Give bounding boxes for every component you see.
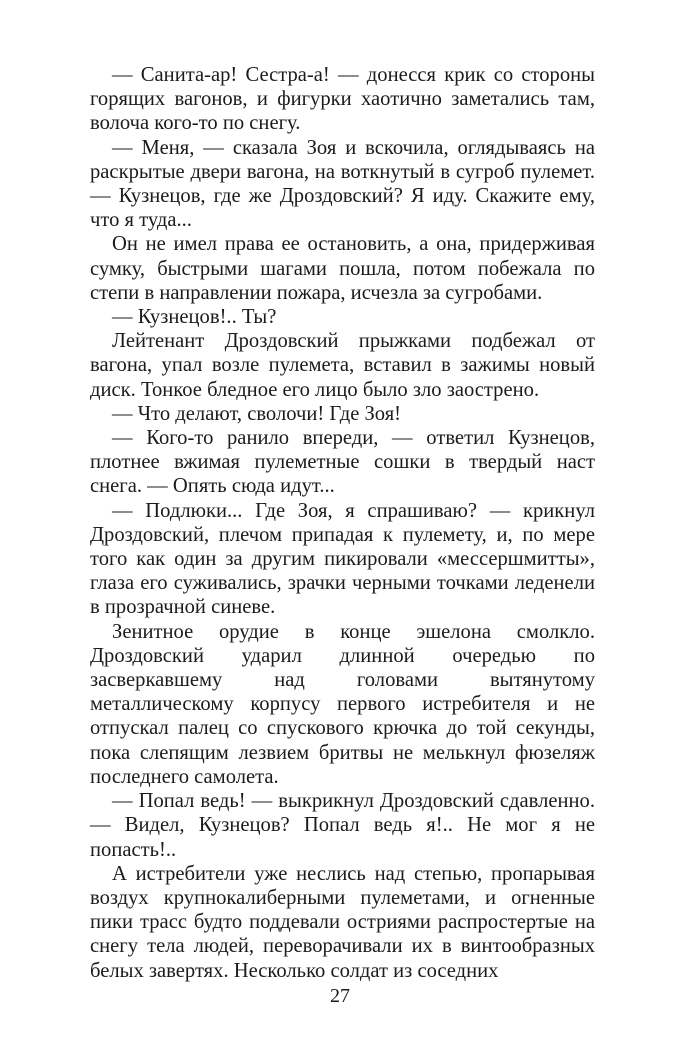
- paragraph: — Что делают, сволочи! Где Зоя!: [112, 402, 402, 425]
- paragraph: — Санита-ар! Сестра-а! — донесся крик со стороны горящих вагонов, и фигурки хаотично заметались там, волоча кого-то по снегу.: [90, 64, 595, 135]
- paragraph: Лейтенант Дроздовский прыжками подбежал от вагона, упал возле пулемета, вставил в зажимы новый диск. Тонкое бледное его лицо было зло заострено.: [90, 330, 595, 401]
- book-page-text: [90, 63, 595, 983]
- page-number: 27: [330, 985, 350, 1007]
- paragraph: — Меня, — сказала Зоя и вскочила, оглядываясь на раскрытые двери вагона, на воткнутый в сугроб пулемет. — Кузнецов, где же Дроздовский? Я иду. Скажите ему, что я туда...: [90, 136, 595, 232]
- paragraph: Он не имел права ее остановить, а она, придерживая сумку, быстрыми шагами пошла, потом побежала по степи в направлении пожара, исчезла за сугробами.: [90, 233, 595, 304]
- paragraph: — Попал ведь! — выкрикнул Дроздовский сдавленно. — Видел, Кузнецов? Попал ведь я!.. Не мог я не попасть!..: [90, 790, 595, 861]
- paragraph: — Кого-то ранило впереди, — ответил Кузнецов, плотнее вжимая пулеметные сошки в твердый наст снега. — Опять сюда идут...: [90, 427, 595, 498]
- paragraph: А истребители уже неслись над степью, пропарывая воздух крупнокалиберными пулеметами, и огненные пики трасс будто поддевали остриями распростертые на снегу тела людей, переворачивали их в винтообразных белых завертях. Несколько солдат из соседних: [90, 862, 595, 982]
- paragraph: Зенитное орудие в конце эшелона смолкло. Дроздовский ударил длинной очередью по засверкавшему над головами вытянутому металлическому корпусу первого истребителя и не отпускал палец со спускового крючка до той секунды, пока слепящим лезвием бритвы не мелькнул фюзеляж последнего самолета.: [90, 620, 595, 788]
- paragraph: — Подлюки... Где Зоя, я спрашиваю? — крикнул Дроздовский, плечом припадая к пулемету, и, по мере того как один за другим пикировали «мессершмитты», глаза его суживались, зрачки черными точками леденели в прозрачной синеве.: [90, 499, 595, 619]
- paragraph: — Кузнецов!.. Ты?: [112, 306, 277, 329]
